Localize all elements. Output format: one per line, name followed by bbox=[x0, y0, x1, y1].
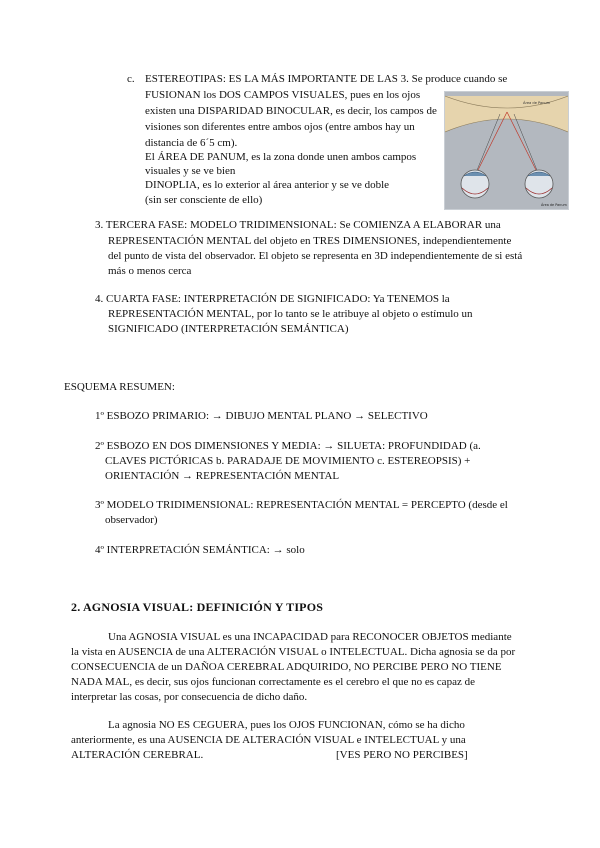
phase3-line-4: más o menos cerca bbox=[108, 265, 192, 277]
section2-para1-line-4: NADA MAL, es decir, sus ojos funcionan correctamente es el cerebro el que no es capaz de bbox=[71, 676, 475, 688]
section2-heading: 2. AGNOSIA VISUAL: DEFINICIÓN Y TIPOS bbox=[71, 600, 324, 614]
summary-title: ESQUEMA RESUMEN: bbox=[64, 381, 175, 393]
list-marker-c: c. bbox=[127, 73, 135, 85]
summary-item-3-line-2: observador) bbox=[105, 514, 158, 526]
section2-para2-line-1: La agnosia NO ES CEGUERA, pues los OJOS FUNCIONAN, cómo se ha dicho bbox=[108, 719, 465, 731]
section2-para2-line-3-right: [VES PERO NO PERCIBES] bbox=[336, 749, 468, 761]
section-c-line-3: existen una DISPARIDAD BINOCULAR, es decir, los campos de bbox=[145, 105, 437, 117]
figure-label-bottom: Área de Panum bbox=[541, 203, 567, 207]
phase3-line-1: 3. TERCERA FASE: MODELO TRIDIMENSIONAL: Se COMIENZA A ELABORAR una bbox=[95, 219, 501, 231]
section2-para1-line-1: Una AGNOSIA VISUAL es una INCAPACIDAD para RECONOCER OBJETOS mediante bbox=[108, 631, 512, 643]
summary-item-2-line-1: 2º ESBOZO EN DOS DIMENSIONES Y MEDIA: → SILUETA: PROFUNDIDAD (a. bbox=[95, 440, 481, 452]
section-c-line-2: FUSIONAN los DOS CAMPOS VISUALES, pues en los ojos bbox=[145, 89, 421, 101]
section2-para1-line-3: CONSECUENCIA de un DAÑOA CEREBRAL ADQUIRIDO, NO PERCIBE PERO NO TIENE bbox=[71, 661, 502, 673]
section-c-line-7: visuales y se ve bien bbox=[145, 165, 236, 177]
binocular-vision-diagram bbox=[445, 92, 568, 209]
section-c-line-8: DINOPLIA, es lo exterior al área anterior y se ve doble bbox=[145, 179, 390, 191]
section-c-line-6: El ÁREA DE PANUM, es la zona donde unen ambos campos bbox=[145, 151, 417, 163]
phase4-line-2: REPRESENTACIÓN MENTAL, por lo tanto se le atribuye al objeto o estímulo un bbox=[108, 308, 473, 320]
summary-item-3-line-1: 3º MODELO TRIDIMENSIONAL: REPRESENTACIÓN MENTAL = PERCEPTO (desde el bbox=[95, 499, 508, 511]
section-c-line-5: distancia de 6´5 cm). bbox=[145, 137, 238, 149]
figure-label-top: Área de Panum bbox=[523, 101, 551, 105]
section-c-line-4: visiones son diferentes entre ambos ojos (entre ambos hay un bbox=[145, 121, 415, 133]
section2-para1-line-2: la vista en AUSENCIA de una ALTERACIÓN VISUAL o INTELECTUAL. Dicha agnosia se da por bbox=[71, 646, 516, 658]
summary-item-2-line-2: CLAVES PICTÓRICAS b. PARADAJE DE MOVIMIENTO c. ESTEREOPSIS) + bbox=[105, 455, 471, 467]
section2-para1-line-5: interpretar las cosas, por consecuencia de dicho daño. bbox=[71, 691, 308, 703]
summary-item-1: 1º ESBOZO PRIMARIO: → DIBUJO MENTAL PLANO → SELECTIVO bbox=[95, 410, 428, 422]
section-c-line-1: ESTEREOTIPAS: ES LA MÁS IMPORTANTE DE LAS 3. Se produce cuando se bbox=[145, 73, 508, 85]
phase3-line-2: REPRESENTACIÓN MENTAL del objeto en TRES DIMENSIONES, independientemente bbox=[108, 235, 512, 247]
phase4-line-3: SIGNIFICADO (INTERPRETACIÓN SEMÁNTICA) bbox=[108, 323, 349, 335]
panum-area-figure bbox=[444, 91, 569, 210]
summary-item-2-line-3: ORIENTACIÓN → REPRESENTACIÓN MENTAL bbox=[105, 470, 340, 482]
section-c-line-9: (sin ser consciente de ello) bbox=[145, 194, 263, 206]
summary-item-4: 4º INTERPRETACIÓN SEMÁNTICA: → solo bbox=[95, 544, 305, 556]
section2-para2-line-2: anteriormente, es una AUSENCIA DE ALTERACIÓN VISUAL e INTELECTUAL y una bbox=[71, 734, 466, 746]
phase3-line-3: del punto de vista del observador. El objeto se representa en 3D independientemente de si está bbox=[108, 250, 523, 262]
phase4-line-1: 4. CUARTA FASE: INTERPRETACIÓN DE SIGNIFICADO: Ya TENEMOS la bbox=[95, 293, 450, 305]
section2-para2-line-3-left: ALTERACIÓN CEREBRAL. bbox=[71, 749, 204, 761]
